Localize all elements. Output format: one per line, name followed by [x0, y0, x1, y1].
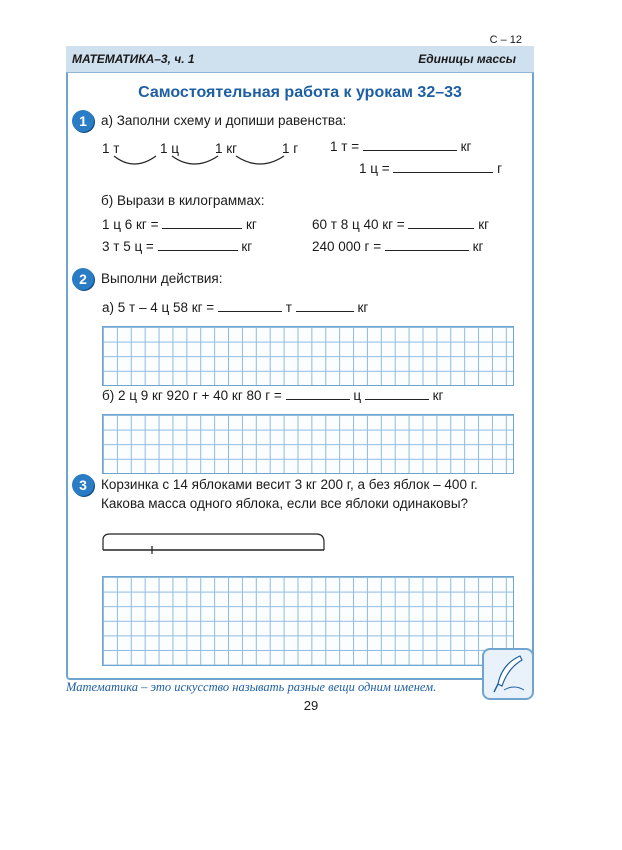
worksheet-title: Самостоятельная работа к урокам 32–33: [138, 84, 462, 101]
eq2-answer-blank[interactable]: [393, 160, 493, 173]
task-3-line-1: Корзинка с 14 яблоками весит 3 кг 200 г, а без яблок – 400 г.: [101, 477, 478, 492]
task-2b-row: [102, 387, 443, 403]
task-1b-text: б) Вырази в килограммах:: [101, 193, 265, 208]
header-topic: Единицы массы: [418, 52, 516, 66]
task-2b-blank-1[interactable]: [286, 387, 350, 400]
convert-2-unit: кг: [478, 217, 490, 232]
quill-icon: [482, 648, 534, 700]
segment-bracket: [103, 534, 324, 550]
scheme-arcs: [110, 152, 290, 172]
convert-4-left: 240 000 г =: [312, 239, 382, 254]
eq1-row: [330, 138, 471, 154]
convert-row-3: [102, 238, 252, 254]
convert-row-4: [312, 238, 483, 254]
convert-3-left: 3 т 5 ц =: [102, 239, 154, 254]
page-number: 29: [303, 698, 319, 713]
scheme-label-c: 1 ц: [160, 141, 179, 156]
eq2-unit: г: [497, 161, 503, 176]
task-3-number: 3: [72, 474, 94, 496]
convert-1-blank[interactable]: [162, 216, 242, 229]
convert-4-unit: кг: [472, 239, 484, 254]
task-2a-blank-2[interactable]: [296, 299, 354, 312]
convert-2-left: 60 т 8 ц 40 кг =: [312, 217, 405, 232]
convert-2-blank[interactable]: [408, 216, 474, 229]
task-2b-blank-2[interactable]: [365, 387, 429, 400]
task-2a-row: [102, 299, 368, 315]
eq2-left: 1 ц =: [359, 161, 390, 176]
task-2a-expr: а) 5 т – 4 ц 58 кг =: [102, 300, 215, 315]
task-2b-unit-1: ц: [353, 388, 362, 403]
convert-1-left: 1 ц 6 кг =: [102, 217, 159, 232]
eq2-row: [359, 160, 502, 176]
task-1-number: 1: [72, 110, 94, 132]
scheme-arc-2: [172, 156, 218, 164]
eq1-left: 1 т =: [330, 139, 360, 154]
task-2a-unit-1: т: [285, 300, 292, 315]
convert-4-blank[interactable]: [385, 238, 469, 251]
convert-1-unit: кг: [246, 217, 257, 232]
header-book-title: МАТЕМАТИКА–3, ч. 1: [72, 52, 195, 66]
motto: Математика – это искусство называть разные вещи одним именем.: [66, 680, 437, 694]
scheme-arc-3: [236, 156, 284, 164]
eq1-answer-blank[interactable]: [363, 138, 457, 151]
scheme-label-g: 1 г: [282, 141, 299, 156]
segment-diagram[interactable]: [100, 530, 330, 554]
convert-row-2: [312, 216, 489, 232]
scheme-arc-1: [114, 156, 156, 164]
task-2-text: Выполни действия:: [101, 271, 223, 286]
task-2b-unit-2: кг: [432, 388, 444, 403]
convert-3-blank[interactable]: [158, 238, 238, 251]
convert-3-unit: кг: [241, 239, 253, 254]
page-code: С – 12: [489, 34, 522, 46]
grid-3[interactable]: [102, 576, 514, 666]
task-2a-blank-1[interactable]: [218, 299, 282, 312]
quill-drawing: [484, 650, 532, 698]
grid-2a[interactable]: [102, 326, 514, 386]
task-1a-text: а) Заполни схему и допиши равенства:: [101, 113, 347, 128]
scheme-label-t: 1 т: [102, 141, 120, 156]
convert-row-1: [102, 216, 257, 232]
task-2-number: 2: [72, 268, 94, 290]
eq1-unit: кг: [460, 139, 472, 154]
grid-2b[interactable]: [102, 414, 514, 474]
scheme-label-kg: 1 кг: [215, 141, 238, 156]
task-2a-unit-2: кг: [357, 300, 369, 315]
task-3-line-2: Какова масса одного яблока, если все яблоки одинаковы?: [101, 496, 469, 511]
task-2b-expr: б) 2 ц 9 кг 920 г + 40 кг 80 г =: [102, 388, 282, 403]
